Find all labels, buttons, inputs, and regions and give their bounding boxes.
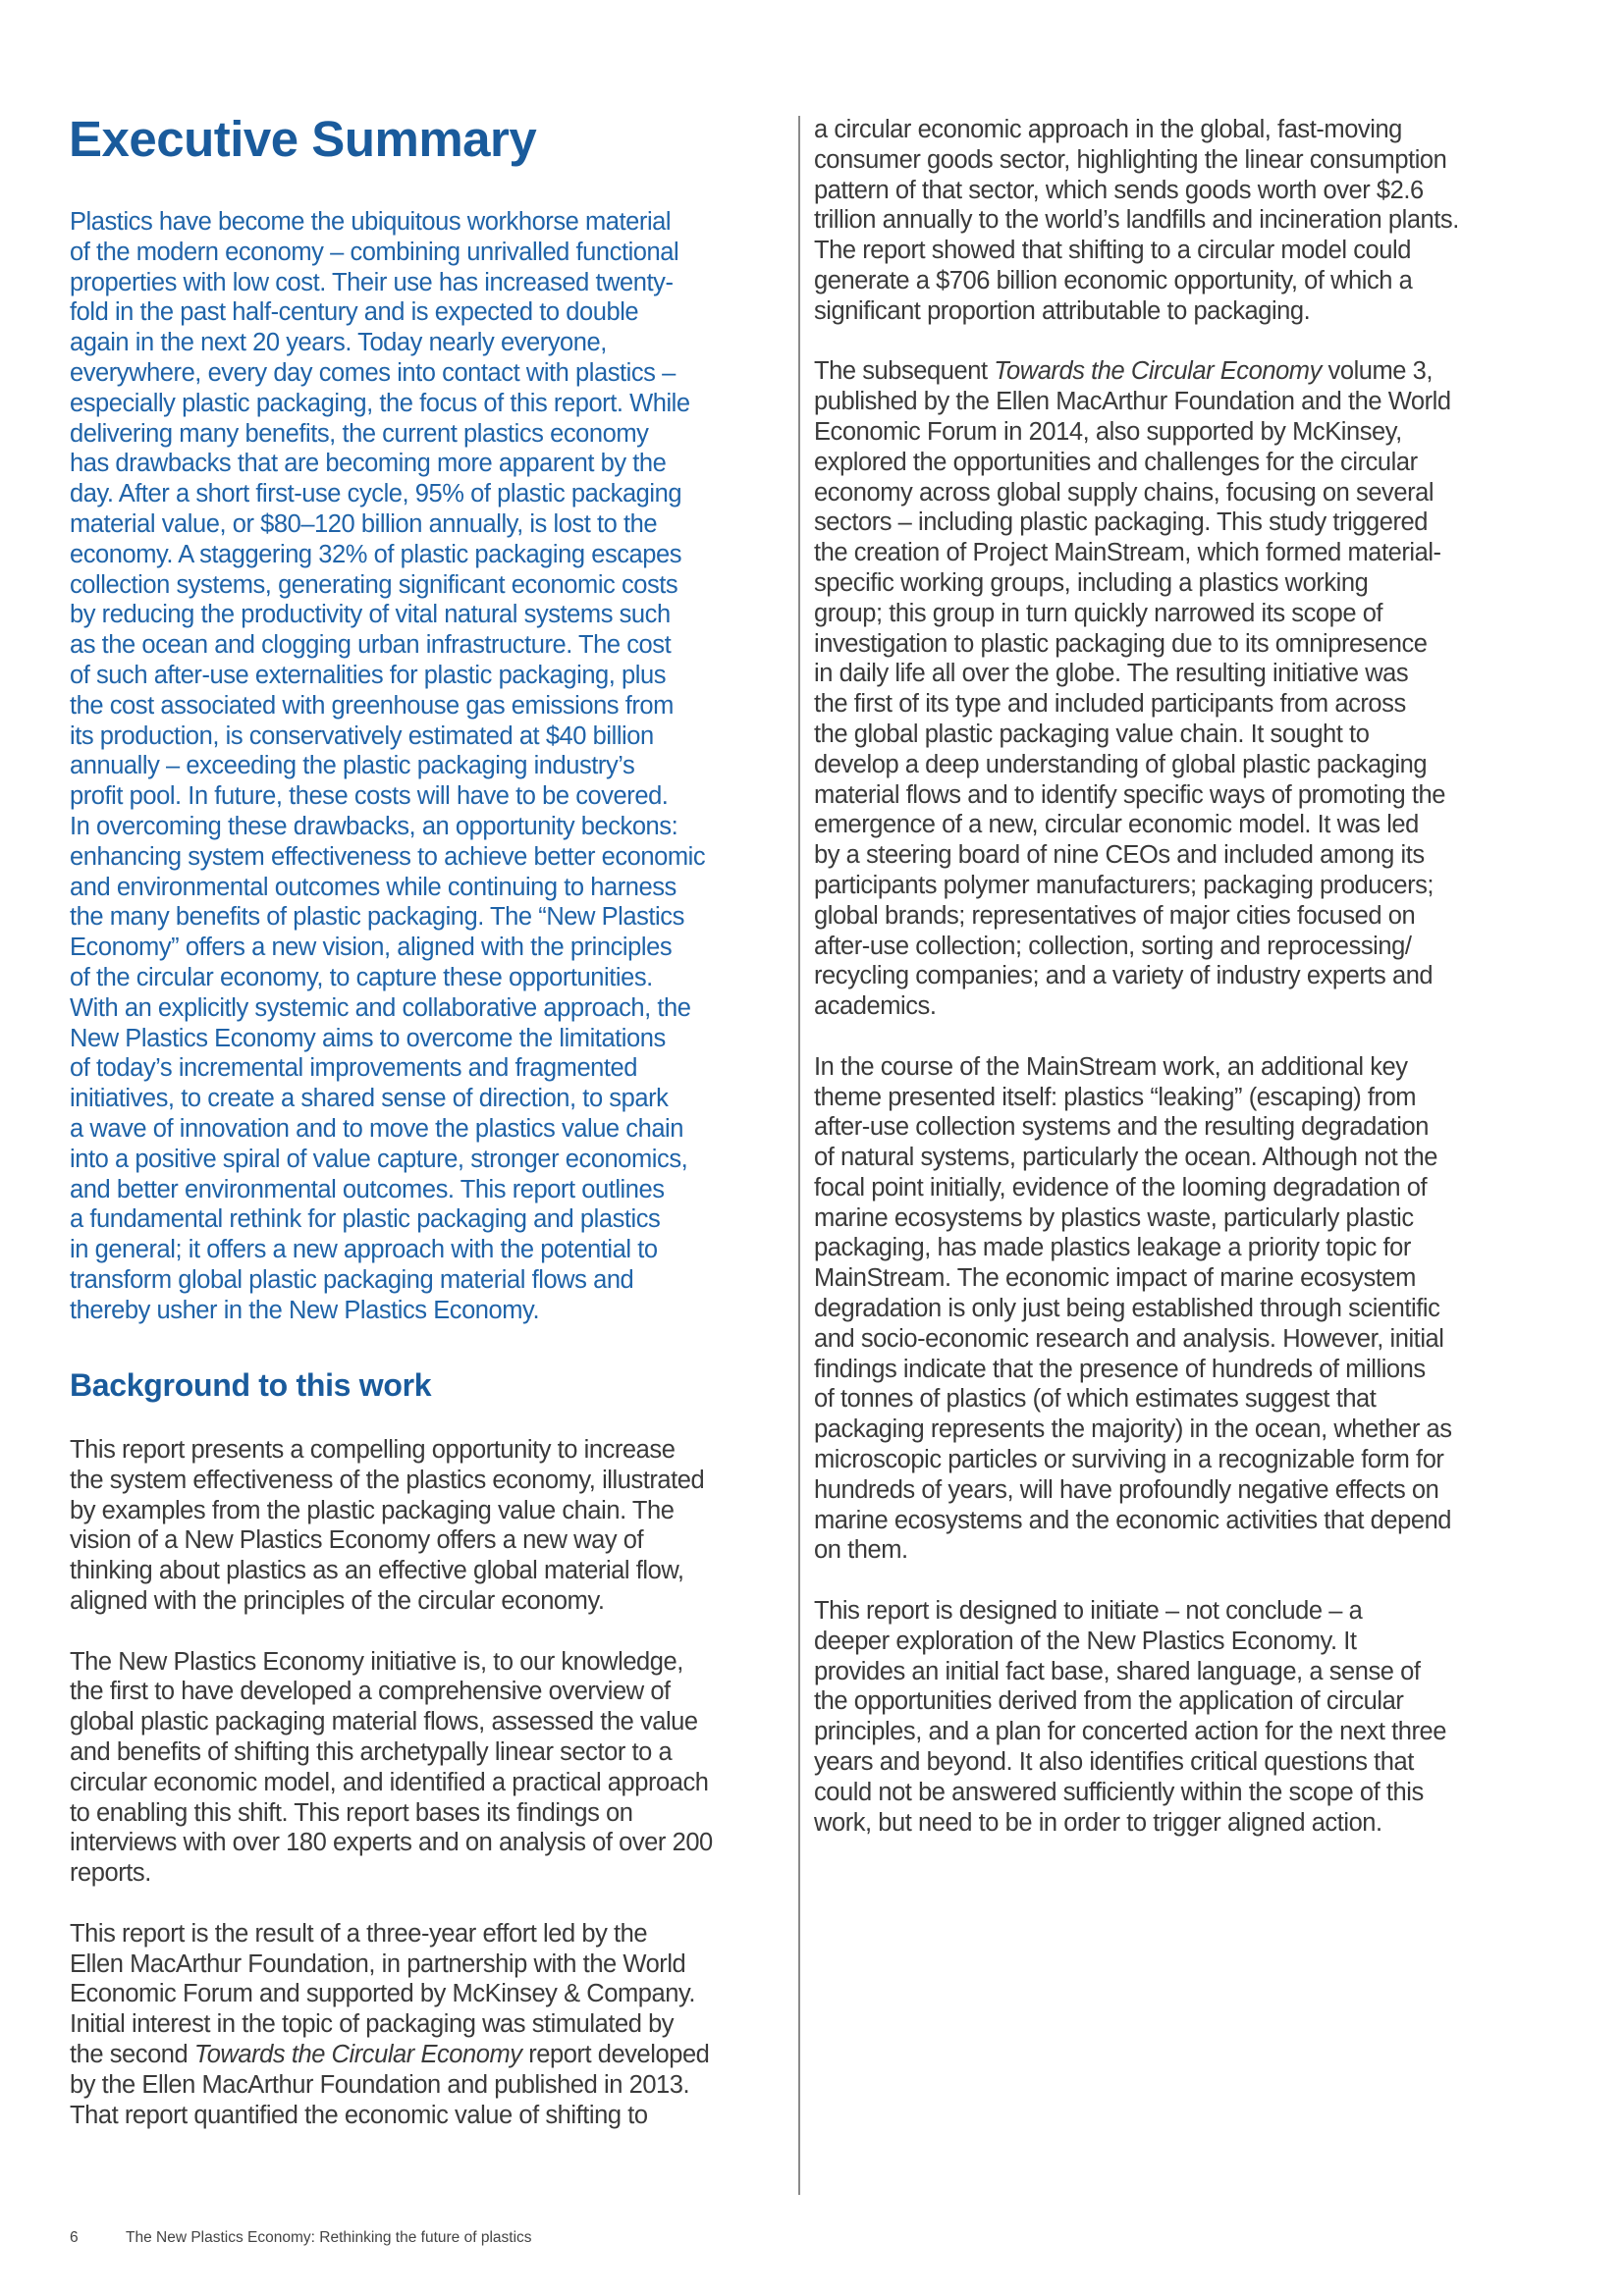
text-line: of natural systems, particularly the ocean. Although not the xyxy=(814,1144,1437,1172)
executive-summary-intro xyxy=(70,207,705,1356)
text-line: of today’s incremental improvements and fragmented xyxy=(70,1054,638,1083)
text-line: into a positive spiral of value capture, stronger economics, xyxy=(70,1145,688,1173)
paragraph xyxy=(70,207,705,1325)
text-line: collection systems, generating significant economic costs xyxy=(70,570,678,599)
text-segment: the second xyxy=(70,2040,194,2068)
text-line: profit pool. In future, these costs will have to be covered. xyxy=(70,782,669,811)
left-column-body xyxy=(70,1435,713,2161)
text-line: theme presented itself: plastics “leaking” (escaping) from xyxy=(814,1083,1417,1111)
text-line: and environmental outcomes while continuing to harness xyxy=(70,873,677,901)
text-line: the first of its type and included participants from across xyxy=(814,690,1406,719)
page-number: 6 xyxy=(70,2229,79,2246)
text-line: by a steering board of nine CEOs and included among its xyxy=(814,841,1425,870)
text-line: the cost associated with greenhouse gas emissions from xyxy=(70,691,674,720)
text-line: thinking about plastics as an effective global material flow, xyxy=(70,1557,684,1585)
text-line: global brands; representatives of major cities focused on xyxy=(814,901,1416,930)
text-line: after-use collection; collection, sorting and reprocessing/ xyxy=(814,932,1412,960)
text-line: participants polymer manufacturers; packaging producers; xyxy=(814,871,1435,899)
text-line: develop a deep understanding of global plastic packaging xyxy=(814,750,1428,778)
text-line: With an explicitly systemic and collaborative approach, the xyxy=(70,993,691,1022)
text-line: principles, and a plan for concerted action for the next three xyxy=(814,1718,1447,1746)
text-line: This report is designed to initiate – not conclude – a xyxy=(814,1597,1363,1626)
text-line: group; this group in turn quickly narrowed its scope of xyxy=(814,599,1383,627)
text-line: pattern of that sector, which sends goods worth over $2.6 xyxy=(814,176,1424,204)
text-line: Economic Forum in 2014, also supported by McKinsey, xyxy=(814,417,1402,446)
text-line: packaging represents the majority) in the ocean, whether as xyxy=(814,1415,1452,1444)
text-line: and socio-economic research and analysis. However, initial xyxy=(814,1324,1444,1353)
footer-publication-title: The New Plastics Economy: Rethinking the future of plastics xyxy=(126,2229,532,2246)
text-line: marine ecosystems and the economic activities that depend xyxy=(814,1506,1452,1534)
text-line: degradation is only just being established through scientific xyxy=(814,1295,1440,1323)
text-line: investigation to plastic packaging due to its omnipresence xyxy=(814,629,1428,658)
text-line: by the Ellen MacArthur Foundation and published in 2013. xyxy=(70,2070,690,2099)
text-line: properties with low cost. Their use has increased twenty- xyxy=(70,268,674,296)
text-line: day. After a short first-use cycle, 95% of plastic packaging xyxy=(70,480,682,508)
text-line: and better environmental outcomes. This report outlines xyxy=(70,1175,665,1203)
text-line: Ellen MacArthur Foundation, in partnership with the World xyxy=(70,1949,686,1978)
text-line: economy across global supply chains, focusing on several xyxy=(814,478,1435,507)
text-line: economy. A staggering 32% of plastic packaging escapes xyxy=(70,540,682,568)
text-line: could not be answered sufficiently within the scope of this xyxy=(814,1778,1424,1806)
text-line: provides an initial fact base, shared language, a sense of xyxy=(814,1657,1421,1685)
text-line: material value, or $80–120 billion annually, is lost to the xyxy=(70,509,658,538)
text-line: vision of a New Plastics Economy offers a new way of xyxy=(70,1526,644,1555)
paragraph xyxy=(70,1647,713,1889)
text-line: and benefits of shifting this archetypally linear sector to a xyxy=(70,1737,673,1766)
text-line: the many benefits of plastic packaging. The “New Plastics xyxy=(70,903,684,932)
text-line: the opportunities derived from the application of circular xyxy=(814,1687,1404,1716)
text-line: as the ocean and clogging urban infrastructure. The cost xyxy=(70,631,672,660)
text-line: transform global plastic packaging material flows and xyxy=(70,1265,634,1294)
text-line: on them. xyxy=(814,1536,908,1565)
text-line: In the course of the MainStream work, an additional key xyxy=(814,1052,1408,1081)
paragraph xyxy=(70,1919,713,2131)
text-line: its production, is conservatively estimated at $40 billion xyxy=(70,721,654,750)
text-line: Plastics have become the ubiquitous workhorse material xyxy=(70,208,672,236)
text-line: deeper exploration of the New Plastics Economy. It xyxy=(814,1627,1357,1655)
text-line: a circular economic approach in the global, fast-moving xyxy=(814,116,1402,143)
text-line: sectors – including plastic packaging. This study triggered xyxy=(814,508,1428,537)
text-line: recycling companies; and a variety of industry experts and xyxy=(814,962,1434,990)
text-line: Economy” offers a new vision, aligned with the principles xyxy=(70,934,673,962)
paragraph xyxy=(814,115,1459,327)
text-line: the first to have developed a comprehensive overview of xyxy=(70,1678,671,1706)
text-line: initiatives, to create a shared sense of direction, to spark xyxy=(70,1085,669,1113)
text-segment: volume 3, xyxy=(1321,357,1434,386)
text-line: the global plastic packaging value chain. It sought to xyxy=(814,720,1370,748)
text-line: academics. xyxy=(814,992,937,1021)
text-line: delivering many benefits, the current plastics economy xyxy=(70,419,649,448)
text-line: focal point initially, evidence of the looming degradation of xyxy=(814,1173,1428,1201)
text-line: thereby usher in the New Plastics Economy. xyxy=(70,1296,540,1324)
text-line: marine ecosystems by plastics waste, particularly plastic xyxy=(814,1203,1414,1232)
text-line: In overcoming these drawbacks, an opportunity beckons: xyxy=(70,812,678,840)
text-line: work, but need to be in order to trigger aligned action. xyxy=(814,1808,1382,1837)
text-line: packaging, has made plastics leakage a priority topic for xyxy=(814,1234,1411,1262)
text-line: in daily life all over the globe. The resulting initiative was xyxy=(814,660,1409,688)
text-line: a fundamental rethink for plastic packaging and plastics xyxy=(70,1205,661,1234)
text-line: everywhere, every day comes into contact with plastics – xyxy=(70,358,676,387)
text-line: explored the opportunities and challenges for the circular xyxy=(814,448,1418,476)
text-line: in general; it offers a new approach with the potential to xyxy=(70,1236,658,1264)
text-line: material flows and to identify specific ways of promoting the xyxy=(814,780,1445,809)
text-line: generate a $706 billion economic opportunity, of which a xyxy=(814,266,1413,294)
text-line: years and beyond. It also identifies critical questions that xyxy=(814,1748,1414,1777)
italic-title: Towards the Circular Economy xyxy=(994,357,1322,386)
text-line: Initial interest in the topic of packaging was stimulated by xyxy=(70,2010,675,2039)
text-line: The New Plastics Economy initiative is, to our knowledge, xyxy=(70,1647,683,1676)
paragraph xyxy=(814,1052,1459,1567)
text-line: published by the Ellen MacArthur Foundation and the World xyxy=(814,388,1451,416)
text-segment: report developed xyxy=(521,2040,710,2068)
text-line: This report presents a compelling opportunity to increase xyxy=(70,1436,676,1464)
text-segment: The subsequent xyxy=(814,357,995,386)
text-line: especially plastic packaging, the focus of this report. While xyxy=(70,389,690,417)
text-line: The report showed that shifting to a circular model could xyxy=(814,237,1411,265)
text-line: This report is the result of a three-year effort led by the xyxy=(70,1919,648,1948)
text-line: after-use collection systems and the resulting degradation xyxy=(814,1113,1429,1142)
paragraph xyxy=(814,356,1459,1022)
text-line: by examples from the plastic packaging value chain. The xyxy=(70,1496,675,1524)
section-heading: Background to this work xyxy=(70,1367,432,1403)
text-line: fold in the past half-century and is expected to double xyxy=(70,298,639,327)
text-line: circular economic model, and identified a practical approach xyxy=(70,1768,709,1796)
text-line xyxy=(814,356,1459,387)
right-column-body xyxy=(814,115,1459,1868)
text-line: aligned with the principles of the circular economy. xyxy=(70,1586,605,1615)
text-line: a wave of innovation and to move the plastics value chain xyxy=(70,1114,683,1143)
page-title: Executive Summary xyxy=(69,111,537,167)
italic-title: Towards the Circular Economy xyxy=(193,2040,522,2068)
text-line: to enabling this shift. This report bases its findings on xyxy=(70,1798,633,1827)
text-line: microscopic particles or surviving in a recognizable form for xyxy=(814,1446,1444,1474)
text-line: reports. xyxy=(70,1859,151,1888)
text-line: trillion annually to the world’s landfills and incineration plants. xyxy=(814,206,1459,235)
paragraph xyxy=(70,1435,713,1617)
text-line: global plastic packaging material flows, assessed the value xyxy=(70,1708,698,1736)
text-line: of tonnes of plastics (of which estimates suggest that xyxy=(814,1385,1377,1414)
text-line: New Plastics Economy aims to overcome the limitations xyxy=(70,1024,666,1052)
text-line: enhancing system effectiveness to achieve better economic xyxy=(70,842,706,871)
text-line: of the circular economy, to capture these opportunities. xyxy=(70,963,653,991)
text-line: hundreds of years, will have profoundly negative effects on xyxy=(814,1475,1439,1504)
text-line: has drawbacks that are becoming more apparent by the xyxy=(70,450,667,478)
text-line: consumer goods sector, highlighting the linear consumption xyxy=(814,145,1447,174)
text-line: Economic Forum and supported by McKinsey & Company. xyxy=(70,1980,696,2008)
text-line: interviews with over 180 experts and on analysis of over 200 xyxy=(70,1829,713,1857)
text-line: That report quantified the economic value of shifting to xyxy=(70,2101,648,2129)
text-line: of such after-use externalities for plastic packaging, plus xyxy=(70,661,667,689)
text-line: the system effectiveness of the plastics economy, illustrated xyxy=(70,1466,705,1494)
text-line: the creation of Project MainStream, which formed material- xyxy=(814,539,1441,567)
text-line: annually – exceeding the plastic packaging industry’s xyxy=(70,752,635,780)
text-line xyxy=(70,2040,713,2070)
text-line: by reducing the productivity of vital natural systems such xyxy=(70,601,671,629)
text-line: significant proportion attributable to packaging. xyxy=(814,296,1311,325)
text-line: MainStream. The economic impact of marine ecosystem xyxy=(814,1264,1416,1293)
text-line: again in the next 20 years. Today nearly everyone, xyxy=(70,329,607,357)
text-line: of the modern economy – combining unrivalled functional xyxy=(70,238,679,266)
text-line: findings indicate that the presence of hundreds of millions xyxy=(814,1355,1426,1383)
paragraph xyxy=(814,1596,1459,1838)
column-divider xyxy=(798,116,800,2195)
text-line: specific working groups, including a plastics working xyxy=(814,568,1369,597)
text-line: emergence of a new, circular economic model. It was led xyxy=(814,811,1419,839)
